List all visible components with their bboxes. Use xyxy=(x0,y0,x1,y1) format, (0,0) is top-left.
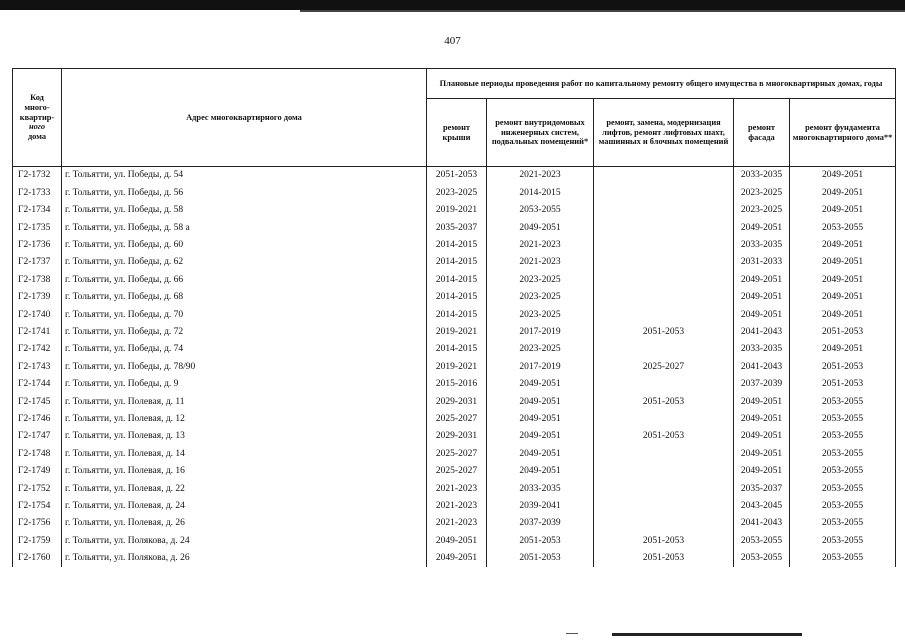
cell-foundation: 2049-2051 xyxy=(790,271,896,288)
cell-code: Г2-1740 xyxy=(13,306,62,323)
cell-foundation: 2051-2053 xyxy=(790,358,896,375)
cell-lifts xyxy=(594,376,734,393)
cell-lifts: 2051-2053 xyxy=(594,550,734,567)
cell-address: г. Тольятти, ул. Победы, д. 60 xyxy=(62,237,427,254)
table-header xyxy=(13,69,896,167)
cell-address: г. Тольятти, ул. Победы, д. 68 xyxy=(62,289,427,306)
cell-address: г. Тольятти, ул. Полевая, д. 26 xyxy=(62,515,427,532)
table-row xyxy=(13,184,896,201)
cell-code: Г2-1739 xyxy=(13,289,62,306)
cell-roof: 2019-2021 xyxy=(427,202,487,219)
cell-systems: 2049-2051 xyxy=(487,428,594,445)
cell-roof: 2021-2023 xyxy=(427,515,487,532)
table-row xyxy=(13,237,896,254)
cell-roof: 2029-2031 xyxy=(427,428,487,445)
cell-code: Г2-1734 xyxy=(13,202,62,219)
cell-systems: 2049-2051 xyxy=(487,219,594,236)
cell-facade: 2033-2035 xyxy=(734,237,790,254)
header-row-1 xyxy=(13,69,896,99)
cell-address: г. Тольятти, ул. Полевая, д. 11 xyxy=(62,393,427,410)
cell-foundation: 2049-2051 xyxy=(790,237,896,254)
cell-address: г. Тольятти, ул. Победы, д. 66 xyxy=(62,271,427,288)
cell-code: Г2-1760 xyxy=(13,550,62,567)
header-systems: ремонт внутридомовых инженерных систем, подвальных помещений* xyxy=(487,99,594,167)
cell-lifts: 2025-2027 xyxy=(594,358,734,375)
cell-roof: 2049-2051 xyxy=(427,532,487,549)
cell-code: Г2-1742 xyxy=(13,341,62,358)
cell-systems: 2017-2019 xyxy=(487,324,594,341)
cell-facade: 2023-2025 xyxy=(734,184,790,201)
cell-lifts xyxy=(594,410,734,427)
cell-address: г. Тольятти, ул. Полякова, д. 26 xyxy=(62,550,427,567)
cell-foundation: 2051-2053 xyxy=(790,376,896,393)
cell-systems: 2021-2023 xyxy=(487,237,594,254)
cell-foundation: 2049-2051 xyxy=(790,254,896,271)
cell-facade: 2023-2025 xyxy=(734,202,790,219)
header-facade: ремонт фасада xyxy=(734,99,790,167)
header-code-line: ного xyxy=(28,122,46,132)
cell-roof: 2014-2015 xyxy=(427,306,487,323)
cell-systems: 2023-2025 xyxy=(487,271,594,288)
cell-code: Г2-1748 xyxy=(13,445,62,462)
cell-lifts xyxy=(594,254,734,271)
bottom-scan-mark xyxy=(566,633,578,634)
top-scan-border xyxy=(0,0,905,10)
cell-facade: 2035-2037 xyxy=(734,480,790,497)
cell-lifts: 2051-2053 xyxy=(594,532,734,549)
cell-roof: 2023-2025 xyxy=(427,184,487,201)
header-code-line: Код xyxy=(30,93,44,103)
cell-facade: 2049-2051 xyxy=(734,463,790,480)
cell-facade: 2053-2055 xyxy=(734,532,790,549)
cell-roof: 2014-2015 xyxy=(427,341,487,358)
cell-foundation: 2053-2055 xyxy=(790,410,896,427)
cell-foundation: 2053-2055 xyxy=(790,219,896,236)
table-row xyxy=(13,393,896,410)
cell-address: г. Тольятти, ул. Полякова, д. 24 xyxy=(62,532,427,549)
cell-address: г. Тольятти, ул. Победы, д. 74 xyxy=(62,341,427,358)
cell-roof: 2021-2023 xyxy=(427,497,487,514)
cell-lifts xyxy=(594,445,734,462)
cell-foundation: 2053-2055 xyxy=(790,550,896,567)
cell-code: Г2-1736 xyxy=(13,237,62,254)
cell-code: Г2-1735 xyxy=(13,219,62,236)
cell-roof: 2014-2015 xyxy=(427,271,487,288)
cell-systems: 2014-2015 xyxy=(487,184,594,201)
header-code-line: квартир- xyxy=(19,112,55,122)
cell-lifts xyxy=(594,167,734,185)
cell-address: г. Тольятти, ул. Полевая, д. 13 xyxy=(62,428,427,445)
table-row xyxy=(13,532,896,549)
cell-roof: 2014-2015 xyxy=(427,289,487,306)
cell-systems: 2049-2051 xyxy=(487,463,594,480)
cell-address: г. Тольятти, ул. Полевая, д. 16 xyxy=(62,463,427,480)
cell-code: Г2-1744 xyxy=(13,376,62,393)
cell-facade: 2049-2051 xyxy=(734,289,790,306)
cell-code: Г2-1743 xyxy=(13,358,62,375)
header-address: Адрес многоквартирного дома xyxy=(62,69,427,167)
cell-foundation: 2053-2055 xyxy=(790,393,896,410)
cell-code: Г2-1747 xyxy=(13,428,62,445)
cell-systems: 2049-2051 xyxy=(487,376,594,393)
table-row xyxy=(13,410,896,427)
table-row xyxy=(13,324,896,341)
header-periods-group: Плановые периоды проведения работ по капитальному ремонту общего имущества в многоквартирных домах, годы xyxy=(427,69,896,99)
cell-facade: 2031-2033 xyxy=(734,254,790,271)
cell-foundation: 2049-2051 xyxy=(790,202,896,219)
cell-roof: 2051-2053 xyxy=(427,167,487,185)
cell-code: Г2-1738 xyxy=(13,271,62,288)
cell-facade: 2049-2051 xyxy=(734,428,790,445)
top-scan-border-thin xyxy=(300,10,905,12)
cell-roof: 2014-2015 xyxy=(427,237,487,254)
cell-address: г. Тольятти, ул. Победы, д. 70 xyxy=(62,306,427,323)
table-row xyxy=(13,167,896,185)
cell-systems: 2049-2051 xyxy=(487,410,594,427)
cell-roof: 2025-2027 xyxy=(427,463,487,480)
header-code-line: много- xyxy=(24,103,50,113)
cell-lifts xyxy=(594,271,734,288)
table-row xyxy=(13,463,896,480)
cell-roof: 2015-2016 xyxy=(427,376,487,393)
table-row xyxy=(13,271,896,288)
cell-foundation: 2053-2055 xyxy=(790,480,896,497)
cell-foundation: 2049-2051 xyxy=(790,167,896,185)
table-row xyxy=(13,306,896,323)
cell-address: г. Тольятти, ул. Победы, д. 9 xyxy=(62,376,427,393)
cell-address: г. Тольятти, ул. Полевая, д. 24 xyxy=(62,497,427,514)
cell-lifts xyxy=(594,480,734,497)
cell-lifts xyxy=(594,341,734,358)
bottom-scan-line xyxy=(612,633,802,636)
cell-facade: 2049-2051 xyxy=(734,306,790,323)
cell-code: Г2-1737 xyxy=(13,254,62,271)
header-roof: ремонт крыши xyxy=(427,99,487,167)
cell-foundation: 2053-2055 xyxy=(790,515,896,532)
cell-systems: 2023-2025 xyxy=(487,341,594,358)
cell-foundation: 2053-2055 xyxy=(790,463,896,480)
header-lifts: ремонт, замена, модернизация лифтов, ремонт лифтовых шахт, машинных и блочных помещений xyxy=(594,99,734,167)
cell-systems: 2037-2039 xyxy=(487,515,594,532)
cell-address: г. Тольятти, ул. Победы, д. 54 xyxy=(62,167,427,185)
cell-lifts xyxy=(594,463,734,480)
cell-systems: 2051-2053 xyxy=(487,550,594,567)
cell-facade: 2043-2045 xyxy=(734,497,790,514)
cell-facade: 2049-2051 xyxy=(734,271,790,288)
cell-code: Г2-1759 xyxy=(13,532,62,549)
cell-roof: 2029-2031 xyxy=(427,393,487,410)
cell-roof: 2021-2023 xyxy=(427,480,487,497)
cell-code: Г2-1741 xyxy=(13,324,62,341)
cell-lifts xyxy=(594,515,734,532)
cell-foundation: 2053-2055 xyxy=(790,445,896,462)
cell-code: Г2-1754 xyxy=(13,497,62,514)
cell-lifts: 2051-2053 xyxy=(594,428,734,445)
table-row xyxy=(13,445,896,462)
cell-systems: 2021-2023 xyxy=(487,254,594,271)
header-code-line: дома xyxy=(27,131,47,141)
cell-roof: 2019-2021 xyxy=(427,358,487,375)
repair-schedule-table xyxy=(12,68,896,567)
cell-roof: 2035-2037 xyxy=(427,219,487,236)
cell-lifts: 2051-2053 xyxy=(594,393,734,410)
table-row xyxy=(13,289,896,306)
cell-facade: 2041-2043 xyxy=(734,324,790,341)
cell-lifts xyxy=(594,184,734,201)
cell-lifts: 2051-2053 xyxy=(594,324,734,341)
cell-code: Г2-1756 xyxy=(13,515,62,532)
cell-facade: 2049-2051 xyxy=(734,445,790,462)
table-row xyxy=(13,341,896,358)
cell-roof: 2025-2027 xyxy=(427,445,487,462)
cell-lifts xyxy=(594,306,734,323)
cell-systems: 2049-2051 xyxy=(487,445,594,462)
cell-systems: 2053-2055 xyxy=(487,202,594,219)
table-row xyxy=(13,515,896,532)
cell-foundation: 2049-2051 xyxy=(790,289,896,306)
cell-roof: 2014-2015 xyxy=(427,254,487,271)
cell-roof: 2049-2051 xyxy=(427,550,487,567)
cell-address: г. Тольятти, ул. Полевая, д. 12 xyxy=(62,410,427,427)
cell-facade: 2033-2035 xyxy=(734,341,790,358)
table-row xyxy=(13,202,896,219)
cell-facade: 2053-2055 xyxy=(734,550,790,567)
cell-lifts xyxy=(594,237,734,254)
table-row xyxy=(13,480,896,497)
cell-code: Г2-1745 xyxy=(13,393,62,410)
table-row xyxy=(13,358,896,375)
cell-facade: 2049-2051 xyxy=(734,393,790,410)
cell-foundation: 2049-2051 xyxy=(790,341,896,358)
page-number: 407 xyxy=(444,35,461,47)
cell-lifts xyxy=(594,497,734,514)
cell-facade: 2041-2043 xyxy=(734,515,790,532)
cell-foundation: 2049-2051 xyxy=(790,184,896,201)
cell-systems: 2023-2025 xyxy=(487,289,594,306)
header-code xyxy=(13,69,62,167)
cell-foundation: 2049-2051 xyxy=(790,306,896,323)
cell-address: г. Тольятти, ул. Победы, д. 56 xyxy=(62,184,427,201)
table-row xyxy=(13,254,896,271)
cell-systems: 2049-2051 xyxy=(487,393,594,410)
cell-code: Г2-1752 xyxy=(13,480,62,497)
cell-address: г. Тольятти, ул. Полевая, д. 14 xyxy=(62,445,427,462)
cell-facade: 2033-2035 xyxy=(734,167,790,185)
cell-systems: 2051-2053 xyxy=(487,532,594,549)
cell-foundation: 2051-2053 xyxy=(790,324,896,341)
cell-address: г. Тольятти, ул. Победы, д. 58 xyxy=(62,202,427,219)
table-row xyxy=(13,497,896,514)
table-row xyxy=(13,376,896,393)
cell-systems: 2033-2035 xyxy=(487,480,594,497)
cell-address: г. Тольятти, ул. Полевая, д. 22 xyxy=(62,480,427,497)
cell-code: Г2-1749 xyxy=(13,463,62,480)
cell-address: г. Тольятти, ул. Победы, д. 62 xyxy=(62,254,427,271)
table-row xyxy=(13,428,896,445)
cell-foundation: 2053-2055 xyxy=(790,497,896,514)
cell-code: Г2-1732 xyxy=(13,167,62,185)
cell-foundation: 2053-2055 xyxy=(790,428,896,445)
cell-lifts xyxy=(594,202,734,219)
cell-roof: 2025-2027 xyxy=(427,410,487,427)
cell-facade: 2041-2043 xyxy=(734,358,790,375)
header-foundation: ремонт фундамента многоквартирного дома** xyxy=(790,99,896,167)
cell-facade: 2037-2039 xyxy=(734,376,790,393)
cell-systems: 2021-2023 xyxy=(487,167,594,185)
cell-facade: 2049-2051 xyxy=(734,410,790,427)
table-body xyxy=(13,167,896,567)
cell-systems: 2023-2025 xyxy=(487,306,594,323)
cell-address: г. Тольятти, ул. Победы, д. 78/90 xyxy=(62,358,427,375)
cell-code: Г2-1746 xyxy=(13,410,62,427)
cell-code: Г2-1733 xyxy=(13,184,62,201)
cell-address: г. Тольятти, ул. Победы, д. 72 xyxy=(62,324,427,341)
cell-lifts xyxy=(594,219,734,236)
cell-foundation: 2053-2055 xyxy=(790,532,896,549)
table-row xyxy=(13,219,896,236)
cell-lifts xyxy=(594,289,734,306)
cell-systems: 2039-2041 xyxy=(487,497,594,514)
cell-address: г. Тольятти, ул. Победы, д. 58 а xyxy=(62,219,427,236)
table-row xyxy=(13,550,896,567)
cell-roof: 2019-2021 xyxy=(427,324,487,341)
cell-systems: 2017-2019 xyxy=(487,358,594,375)
cell-facade: 2049-2051 xyxy=(734,219,790,236)
